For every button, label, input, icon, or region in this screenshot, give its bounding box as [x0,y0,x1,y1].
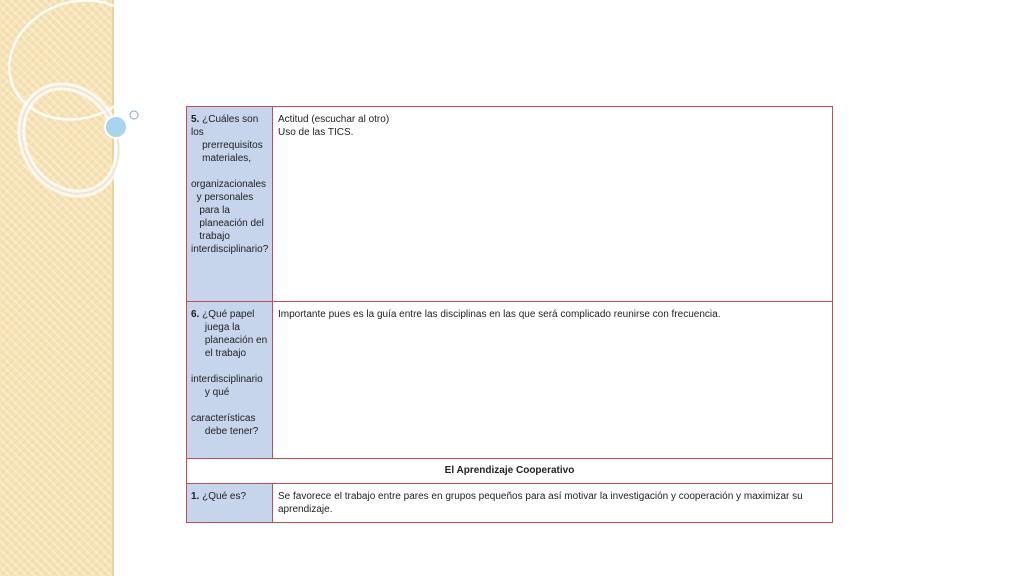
section-title: El Aprendizaje Cooperativo [187,459,833,484]
answer-cell: Actitud (escuchar al otro) Uso de las TICS. [273,107,833,302]
answer-cell: Importante pues es la guía entre las disciplinas en las que será complicado reunirse con frecuencia. [273,302,833,459]
section-header-row [187,459,833,484]
table-row [187,302,833,459]
planning-table [186,106,833,523]
decorative-rings [0,0,180,230]
table-row [187,107,833,302]
question-text: ¿Qué papel juega la planeación en el trabajo interdisciplinario y qué características debe tener? [191,309,268,437]
question-number: 6. [191,309,200,320]
table-row [187,484,833,523]
question-cell [187,302,273,459]
question-cell [187,107,273,302]
question-cell [187,484,273,523]
decorative-small-dot [130,111,138,119]
question-text: ¿Qué es? [199,491,247,502]
question-number: 5. [191,114,200,125]
question-number: 1. [191,491,200,502]
question-text: ¿Cuáles son los prerrequisitos materiales, organizacionales y personales para la planeación del trabajo interdisciplinario? [191,114,269,255]
decorative-blue-dot [105,116,127,138]
answer-cell: Se favorece el trabajo entre pares en grupos pequeños para así motivar la investigación y cooperación y maximizar su aprendizaje. [273,484,833,523]
